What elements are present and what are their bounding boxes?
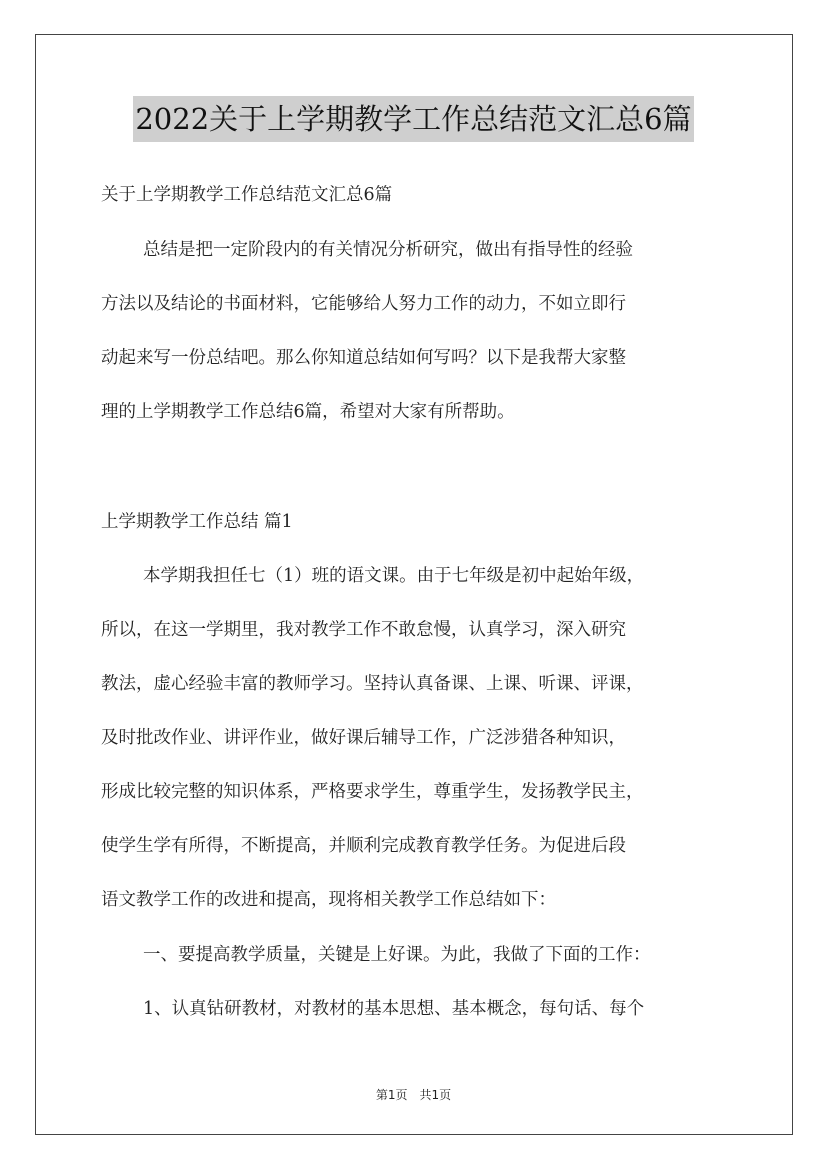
- body-line-2: 所以，在这一学期里，我对教学工作不敢怠慢，认真学习，深入研究: [101, 620, 626, 640]
- intro-line-4: 理的上学期教学工作总结6篇，希望对大家有所帮助。: [101, 402, 515, 422]
- section-heading: 上学期教学工作总结 篇1: [101, 512, 293, 532]
- body-line-6: 使学生学有所得，不断提高，并顺利完成教育教学任务。为促进后段: [101, 836, 626, 856]
- body-line-4: 及时批改作业、讲评作业，做好课后辅导工作，广泛涉猎各种知识，: [101, 728, 626, 748]
- intro-line-2: 方法以及结论的书面材料，它能够给人努力工作的动力，不如立即行: [101, 294, 626, 314]
- document-subtitle: 关于上学期教学工作总结范文汇总6篇: [101, 185, 393, 205]
- intro-line-1: 总结是把一定阶段内的有关情况分析研究，做出有指导性的经验: [143, 240, 633, 260]
- body-line-8: 一、要提高教学质量，关键是上好课。为此，我做了下面的工作：: [143, 945, 651, 965]
- page-footer: 第1页 共1页: [375, 1088, 452, 1102]
- document-title: 2022关于上学期教学工作总结范文汇总6篇: [133, 96, 693, 142]
- body-line-5: 形成比较完整的知识体系，严格要求学生，尊重学生，发扬教学民主，: [101, 782, 644, 802]
- body-line-9: 1、认真钻研教材，对教材的基本思想、基本概念，每句话、每个: [143, 999, 645, 1019]
- title-container: [0, 96, 827, 142]
- intro-line-3: 动起来写一份总结吧。那么你知道总结如何写吗？以下是我帮大家整: [101, 348, 626, 368]
- body-line-1: 本学期我担任七（1）班的语文课。由于七年级是初中起始年级，: [143, 566, 645, 586]
- body-line-7: 语文教学工作的改进和提高，现将相关教学工作总结如下：: [101, 890, 556, 910]
- body-line-3: 教法，虚心经验丰富的教师学习。坚持认真备课、上课、听课、评课，: [101, 674, 644, 694]
